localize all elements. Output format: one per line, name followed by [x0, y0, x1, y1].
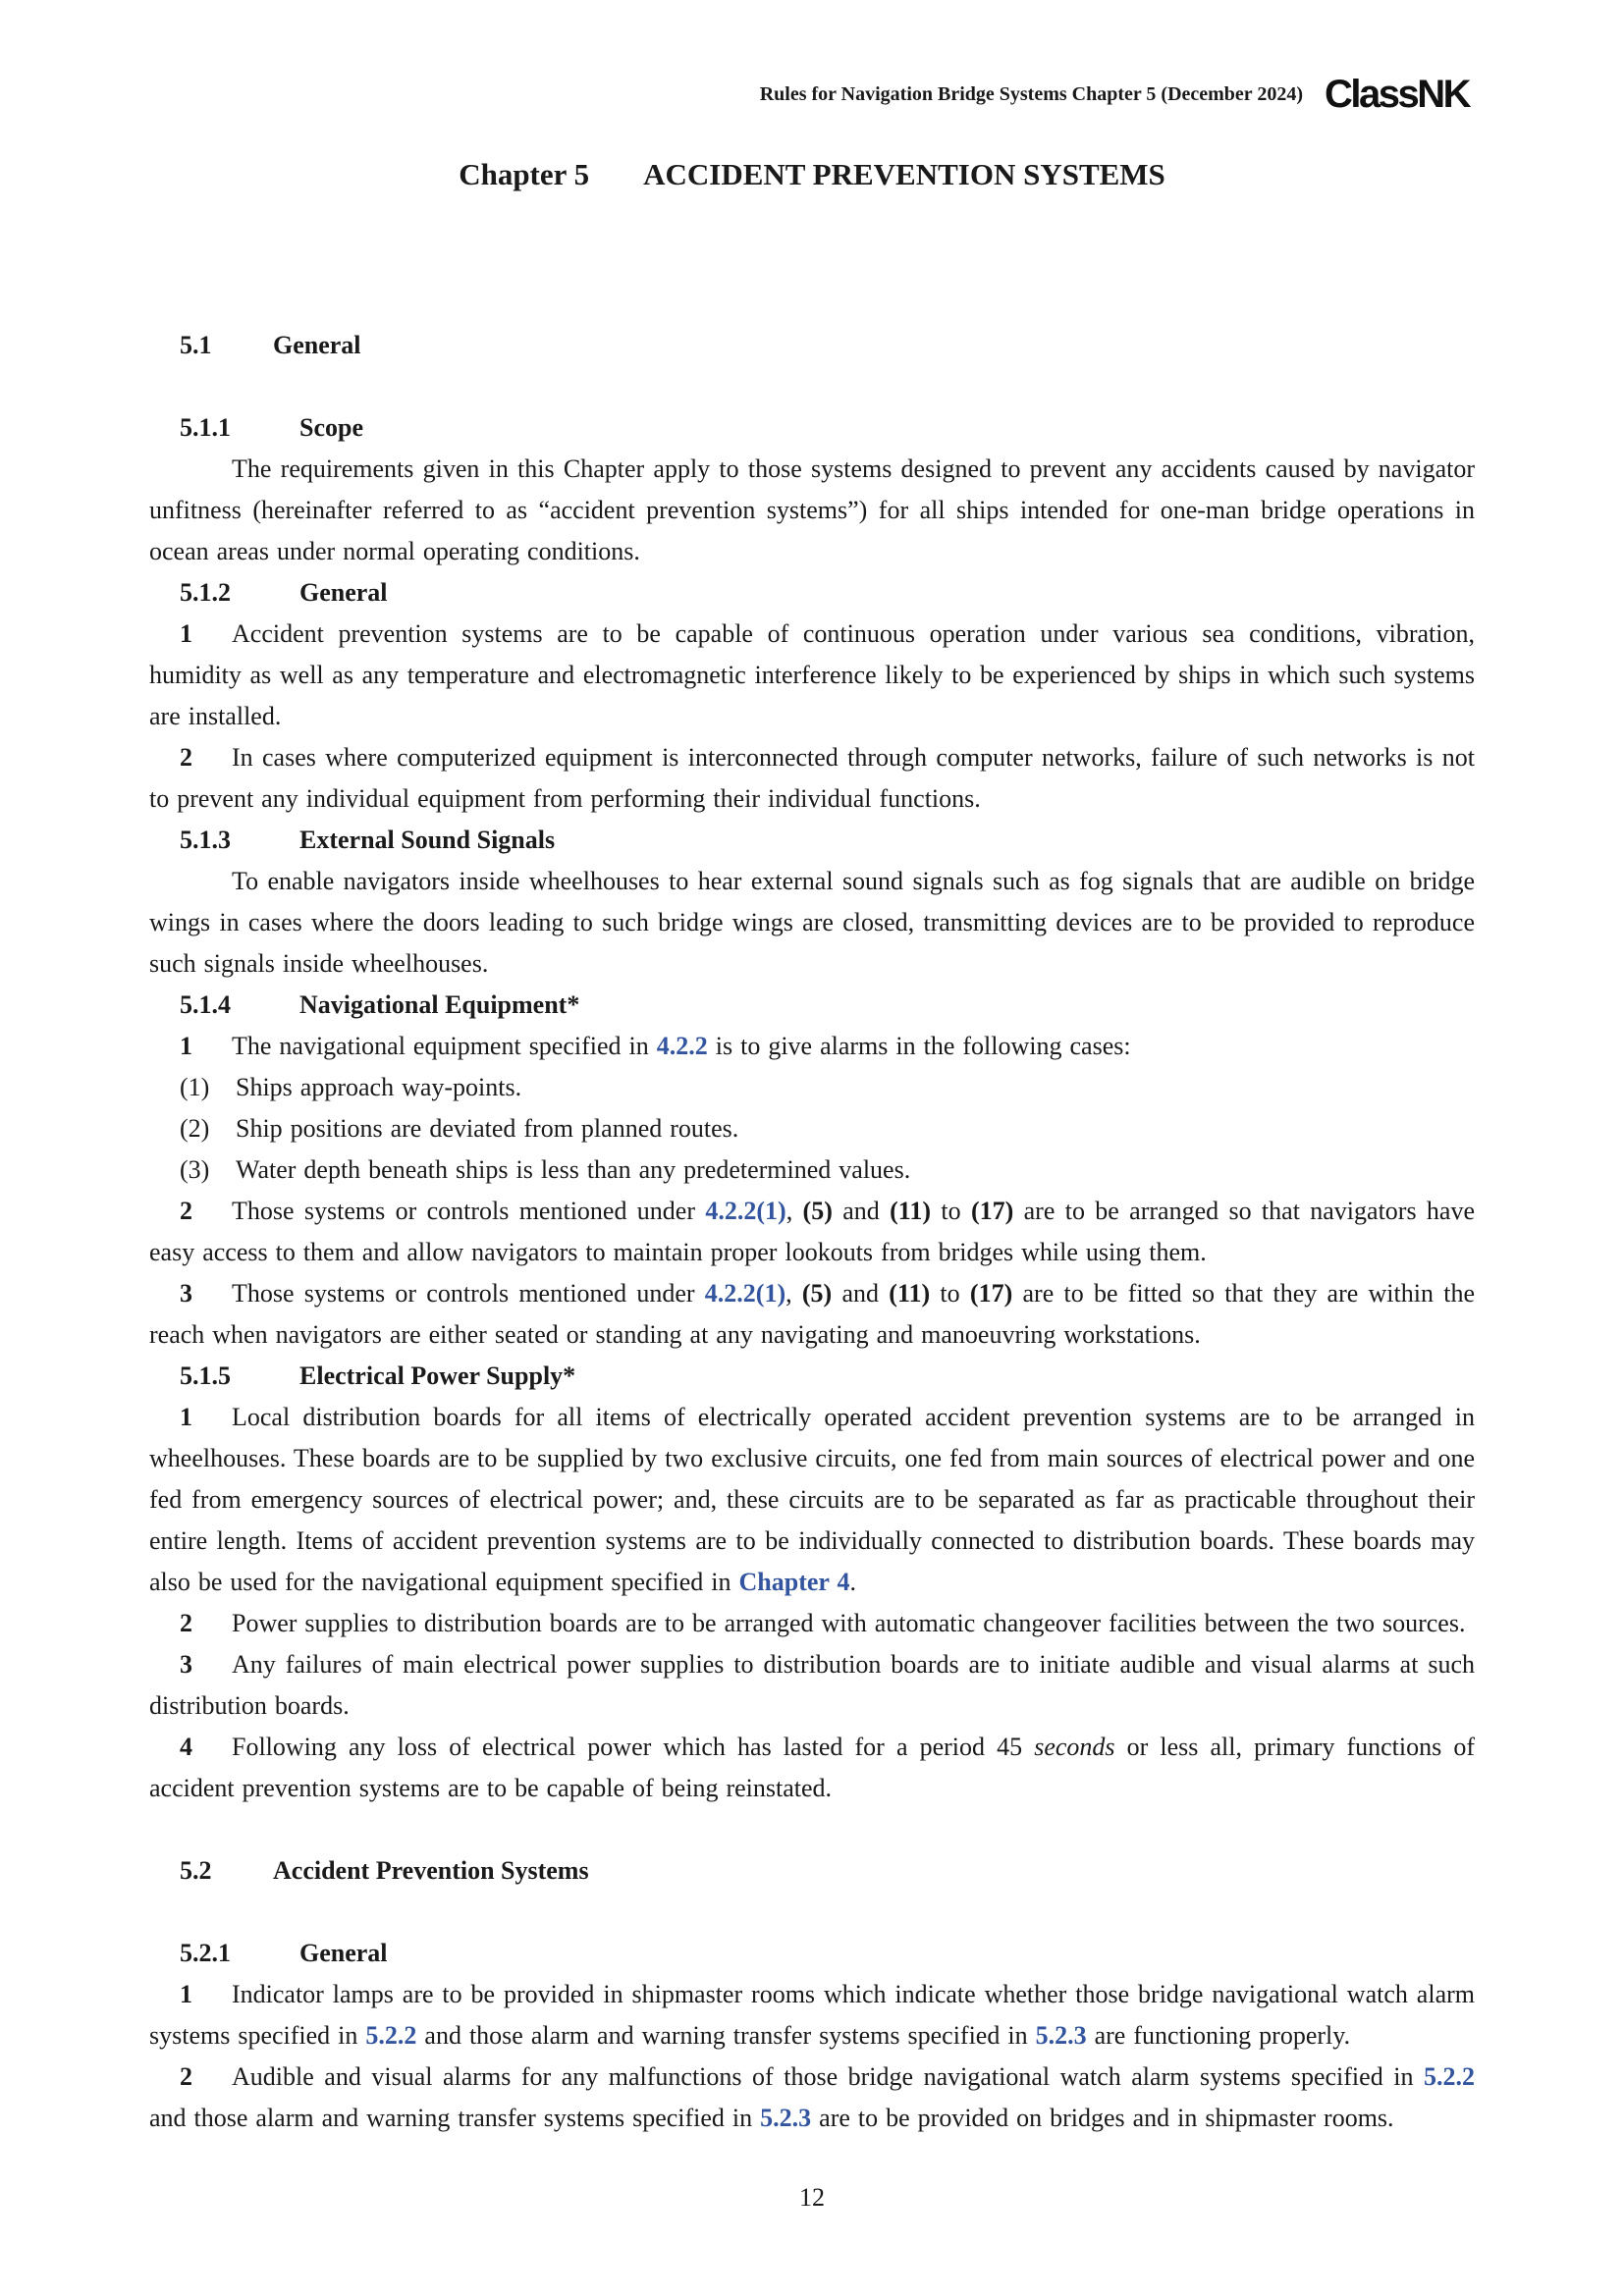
emphasis-text: (11) — [890, 1197, 932, 1225]
page-header — [760, 75, 1469, 114]
item-number: 2 — [180, 1197, 192, 1225]
body-text: Water depth beneath ships is less than any predetermined values. — [236, 1155, 911, 1184]
cross-reference-link[interactable]: 5.2.2 — [1424, 2062, 1475, 2091]
section-heading-5.2 — [149, 1850, 1475, 1892]
cross-reference-link[interactable]: 4.2.2(1) — [704, 1279, 786, 1308]
section-number: 5.2.1 — [180, 1939, 231, 1967]
cross-reference-link[interactable]: 5.2.2 — [365, 2021, 417, 2050]
body-text: Audible and visual alarms for any malfunctions of those bridge navigational watch alarm systems specified in — [232, 2062, 1424, 2091]
item-number: 3 — [180, 1650, 192, 1679]
body-text: Indicator lamps are to be provided in shipmaster rooms which indicate whether those bridge navigational watch alarm systems specified in — [149, 1980, 1475, 2050]
body-text: to — [930, 1279, 970, 1308]
list-marker: (3) — [180, 1155, 210, 1184]
numbered-item-2 — [149, 737, 1475, 820]
list-item-(3) — [149, 1149, 1475, 1191]
list-marker: (1) — [180, 1073, 210, 1101]
section-heading-5.1.2 — [149, 572, 1475, 614]
body-text: or less all, primary functions of accident prevention systems are to be capable of being reinstated. — [149, 1733, 1475, 1802]
document-body — [149, 325, 1475, 2139]
chapter-title-text: ACCIDENT PREVENTION SYSTEMS — [643, 157, 1165, 191]
numbered-item-1 — [149, 614, 1475, 737]
item-number: 2 — [180, 1609, 192, 1637]
body-text: To enable navigators inside wheelhouses to hear external sound signals such as fog signals that are audible on bridge wings in cases where the doors leading to such bridge wings are closed, transmitting devices are to be provided to reproduce such signals inside wheelhouses. — [149, 867, 1475, 978]
cross-reference-link[interactable]: 5.2.3 — [1035, 2021, 1087, 2050]
section-number: 5.1.5 — [180, 1362, 231, 1390]
section-title: Electrical Power Supply* — [299, 1362, 576, 1390]
body-text: Any failures of main electrical power supplies to distribution boards are to initiate audible and visual alarms at such distribution boards. — [149, 1650, 1475, 1720]
body-text: The requirements given in this Chapter apply to those systems designed to prevent any accidents caused by navigator unfitness (hereinafter referred to as “accident prevention systems”) for all ships intended for one-man bridge operations in ocean areas under normal operating conditions. — [149, 454, 1475, 565]
cross-reference-link[interactable]: Chapter 4 — [738, 1568, 850, 1596]
body-text: are to be fitted so that they are within the reach when navigators are either seated or standing at any navigating and manoeuvring workstations. — [149, 1279, 1475, 1349]
item-number: 1 — [180, 1403, 192, 1431]
body-text: Those systems or controls mentioned under — [232, 1279, 705, 1308]
italic-text: seconds — [1034, 1733, 1115, 1761]
emphasis-text: (17) — [969, 1279, 1013, 1308]
numbered-item-2 — [149, 1603, 1475, 1644]
item-number: 1 — [180, 1032, 192, 1060]
page-number: 12 — [799, 2183, 825, 2212]
body-text: and — [832, 1197, 891, 1225]
section-number: 5.1.3 — [180, 826, 231, 854]
paragraph — [149, 449, 1475, 572]
numbered-item-2 — [149, 1191, 1475, 1273]
list-item-(2) — [149, 1108, 1475, 1149]
body-text: to — [931, 1197, 971, 1225]
paragraph — [149, 861, 1475, 985]
emphasis-text: (5) — [801, 1279, 833, 1308]
section-heading-5.1.5 — [149, 1356, 1475, 1397]
body-text: , — [785, 1279, 802, 1308]
numbered-item-3 — [149, 1644, 1475, 1727]
numbered-item-2 — [149, 2056, 1475, 2139]
body-text: Following any loss of electrical power which has lasted for a period 45 — [232, 1733, 1035, 1761]
numbered-item-1 — [149, 1026, 1475, 1067]
item-number: 1 — [180, 1980, 192, 2008]
emphasis-text: (11) — [889, 1279, 931, 1308]
section-heading-5.1 — [149, 325, 1475, 366]
section-title: General — [299, 1939, 388, 1967]
body-text: In cases where computerized equipment is interconnected through computer networks, failure of such networks is not to prevent any individual equipment from performing their individual functions. — [149, 743, 1475, 813]
classnk-logo: ClassNK — [1324, 73, 1469, 116]
body-text: , — [785, 1197, 803, 1225]
section-title: External Sound Signals — [299, 826, 556, 854]
body-text: is to give alarms in the following cases: — [707, 1032, 1131, 1060]
running-header-text: Rules for Navigation Bridge Systems Chapter 5 (December 2024) — [759, 83, 1303, 105]
item-number: 4 — [180, 1733, 192, 1761]
section-title: General — [299, 578, 388, 607]
item-number: 1 — [180, 619, 192, 648]
section-title: Accident Prevention Systems — [273, 1856, 589, 1885]
body-text: Those systems or controls mentioned under — [232, 1197, 706, 1225]
body-text: Power supplies to distribution boards are to be arranged with automatic changeover facilities between the two sources. — [232, 1609, 1466, 1637]
section-title: General — [273, 331, 361, 359]
section-title: Navigational Equipment* — [299, 990, 580, 1019]
body-text: are to be arranged so that navigators have easy access to them and allow navigators to maintain proper lookouts from bridges while using them. — [149, 1197, 1476, 1266]
item-number: 2 — [180, 2062, 192, 2091]
body-text: Local distribution boards for all items of electrically operated accident prevention systems are to be arranged in wheelhouses. These boards are to be supplied by two exclusive circuits, one fed from main sources of electrical power and one fed from emergency sources of electrical power; and, these circuits are to be separated as far as practicable throughout their entire length. Items of accident prevention systems are to be individually connected to distribution boards. These boards may also be used for the navigational equipment specified in — [149, 1403, 1475, 1596]
body-text: and those alarm and warning transfer systems specified in — [149, 2104, 761, 2132]
emphasis-text: (5) — [802, 1197, 833, 1225]
body-text: are functioning properly. — [1086, 2021, 1351, 2050]
cross-reference-link[interactable]: 4.2.2 — [656, 1032, 708, 1060]
body-text: The navigational equipment specified in — [232, 1032, 657, 1060]
emphasis-text: (17) — [970, 1197, 1014, 1225]
section-heading-5.1.3 — [149, 820, 1475, 861]
section-number: 5.1 — [180, 331, 212, 359]
section-number: 5.1.2 — [180, 578, 231, 607]
body-text: Accident prevention systems are to be capable of continuous operation under various sea conditions, vibration, humidity as well as any temperature and electromagnetic interference likely to be experienced by ships in which such systems are installed. — [149, 619, 1475, 730]
numbered-item-4 — [149, 1727, 1475, 1809]
numbered-item-1 — [149, 1974, 1475, 2056]
item-number: 2 — [180, 743, 192, 772]
section-number: 5.1.4 — [180, 990, 231, 1019]
body-text: Ships approach way-points. — [236, 1073, 522, 1101]
body-text: Ship positions are deviated from planned routes. — [236, 1114, 739, 1143]
cross-reference-link[interactable]: 5.2.3 — [760, 2104, 812, 2132]
section-number: 5.1.1 — [180, 413, 231, 442]
page-footer — [0, 2177, 1624, 2218]
numbered-item-1 — [149, 1397, 1475, 1603]
chapter-title — [149, 157, 1475, 192]
list-item-(1) — [149, 1067, 1475, 1108]
numbered-item-3 — [149, 1273, 1475, 1356]
section-heading-5.1.1 — [149, 407, 1475, 449]
item-number: 3 — [180, 1279, 192, 1308]
section-heading-5.2.1 — [149, 1933, 1475, 1974]
list-marker: (2) — [180, 1114, 210, 1143]
body-text: and those alarm and warning transfer systems specified in — [416, 2021, 1036, 2050]
cross-reference-link[interactable]: 4.2.2(1) — [705, 1197, 786, 1225]
section-number: 5.2 — [180, 1856, 212, 1885]
body-text: are to be provided on bridges and in shipmaster rooms. — [811, 2104, 1394, 2132]
body-text: . — [849, 1568, 856, 1596]
section-title: Scope — [299, 413, 363, 442]
body-text: and — [832, 1279, 890, 1308]
chapter-number-label: Chapter 5 — [459, 157, 590, 191]
section-heading-5.1.4 — [149, 985, 1475, 1026]
